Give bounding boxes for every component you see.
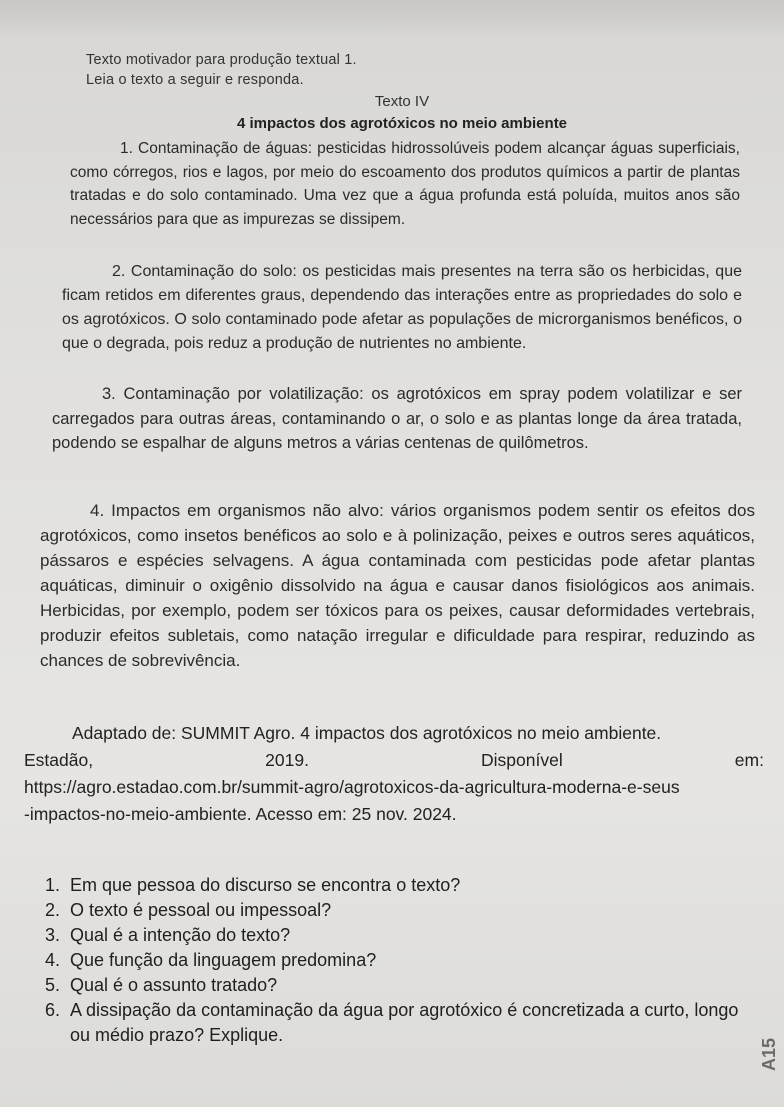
question-text: Qual é a intenção do texto? [70,925,291,945]
source-url-line-1: https://agro.estadao.com.br/summit-agro/agrotoxicos-da-agricultura-moderna-e-seus [24,777,680,797]
corner-watermark-badge: A15 [759,1037,779,1071]
question-number: 2. [44,900,60,920]
question-text: Que função da linguagem predomina? [70,950,377,970]
top-shadow [0,0,784,40]
intro-block [86,50,357,90]
question-item [30,948,760,973]
questions-list [30,873,760,1048]
source-line-1: Adaptado de: SUMMIT Agro. 4 impactos dos agrotóxicos no meio ambiente. [72,723,662,743]
paragraph-2: 2. Contaminação do solo: os pesticidas mais presentes na terra são os herbicidas, que ficam retidos em diferentes graus, dependendo das interações entre as propriedades do solo e os agrotóxicos. O solo contaminado pode afetar as populações de microrganismos benéficos, o que o degrada, pois reduz a produção de nutrientes no ambiente. [62,263,742,352]
intro-line-2: Leia o texto a seguir e responda. [86,72,304,88]
source-line-2 [24,747,764,774]
source-at: em: [734,750,764,770]
source-available: Disponível [481,750,563,770]
source-publisher: Estadão, [24,750,94,770]
question-number: 1. [44,875,60,895]
question-text: Qual é o assunto tratado? [70,975,278,995]
paragraph-3: 3. Contaminação por volatilização: os agrotóxicos em spray podem volatilizar e ser carregados para outras áreas, contaminando o ar, o solo e as plantas longe da área tratada, podendo se espalhar de alguns metros a várias centenas de quilômetros. [52,385,742,452]
question-number: 5. [44,975,60,995]
paragraph-1: 1. Contaminação de águas: pesticidas hidrossolúveis podem alcançar águas superficiais, como córregos, rios e lagos, por meio do escoamento dos produtos químicos a partir de plantas tratadas e do solo contaminado. Uma vez que a água profunda está poluída, muitos anos são necessários para que as impurezas se dissipem. [70,140,740,228]
paragraph-4: 4. Impactos em organismos não alvo: vários organismos podem sentir os efeitos dos agrotóxicos, como insetos benéficos ao solo e à polinização, peixes e outros seres aquáticos, pássaros e espécies selvagens. A água contaminada com pesticidas pode afetar plantas aquáticas, diminuir o oxigênio dissolvido na água e causar danos fisiológicos aos animais. Herbicidas, por exemplo, podem ser tóxicos para os peixes, causar deformidades vertebrais, produzir efeitos subletais, como natação irregular e dificuldade para respirar, reduzindo as chances de sobrevivência. [40,501,755,670]
question-item [30,873,760,898]
question-text: Em que pessoa do discurso se encontra o texto? [70,875,461,895]
question-text: A dissipação da contaminação da água por agrotóxico é concretizada a curto, longo ou médio prazo? Explique. [70,1000,739,1045]
text-title: 4 impactos dos agrotóxicos no meio ambiente [236,115,568,132]
question-item [30,923,760,948]
question-item [30,898,760,923]
source-citation [24,720,764,828]
question-number: 3. [44,925,60,945]
source-year: 2019. [265,750,309,770]
question-number: 6. [44,1000,60,1020]
text-label: Texto IV [374,93,430,110]
intro-line-1: Texto motivador para produção textual 1. [86,52,357,68]
question-text: O texto é pessoal ou impessoal? [70,900,332,920]
question-number: 4. [44,950,60,970]
question-item [30,973,760,998]
source-url-line-2: -impactos-no-meio-ambiente. Acesso em: 25 nov. 2024. [24,804,457,824]
question-item [30,998,760,1048]
